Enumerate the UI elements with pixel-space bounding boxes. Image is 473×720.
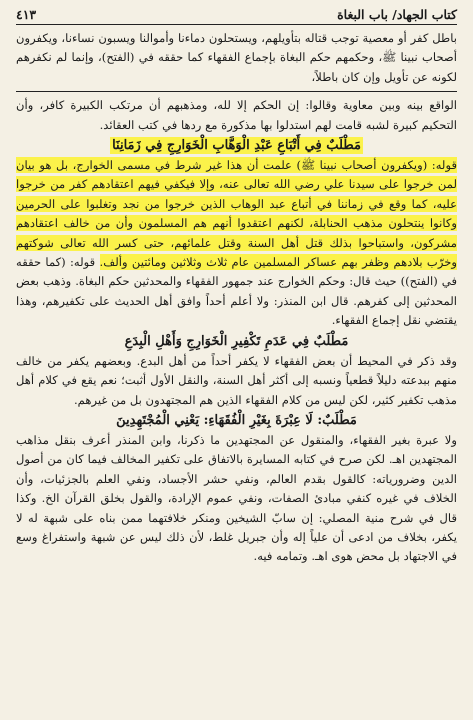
paragraph-kharijites-ruling: باطل كفر أو معصية توجب قتاله بتأويلهم، ويستحلون دماءنا وأموالنا ويسبون نساءنا، ويكفرون أصحاب نبينا ﷺ، وحكمهم حكم البغاة بإجماع الفقهاء كما حققه في (الفتح)، وإنما لم نكفرهم لكونه عن تأويل وإن كان باطلاً، [16, 31, 457, 84]
paragraph-tahkim: الواقع بينه وبين معاوية وقالوا: إن الحكم إلا لله، ومذهبهم أن مرتكب الكبيرة كافر، وأن التحكيم كبيرة لشبه قامت لهم استدلوا بها مذكورة مع ردها في كتب العقائد. [16, 98, 457, 132]
page-number: ٤١٣ [16, 6, 37, 22]
section-heading-non-fuqaha: مَطْلَبٌ: لَا عِبْرَةَ بِغَيْرِ الْفُقَهَاءِ: يَعْنِي الْمُجْتَهِدِينَ [116, 412, 357, 428]
running-title: كتاب الجهاد/ باب البغاة [337, 6, 457, 22]
paragraph-musayara: ولا عبرة بغير الفقهاء، والمنقول عن المجتهدين ما ذكرنا، وابن المنذر أعرف بنقل مذاهب المجتهدين اهـ. لكن صرح في كتابه المسايرة بالاتفاق على تكفير المخالف فيما كان من أصول الدين وضرورياته: كالقول بقدم العالم، ونفي حشر الأجساد، ونفي العلم بالجزئيات، وأن الخلاف في غيره كنفي مبادئ الصفات، ونفي عموم الإرادة، والقول بخلق القرآن الخ. وكذا قال في شرح منية المصلي: إن سابّ الشيخين ومنكر خلافتهما ممن بناه على شبهة له لا يكفر، بخلاف من ادعى أن علياً إله وأن جبريل غلط، لأن ذلك ليس عن شبهة واستفراغ وسع في الاجتهاد بل محض هوى اهـ. وتمامه فيه. [16, 432, 457, 564]
page-header [16, 4, 457, 25]
section-heading-no-takfir: مَطْلَبٌ فِي عَدَمِ تَكْفِيرِ الْخَوَارِجِ وَأَهْلِ الْبِدَعِ [124, 333, 349, 349]
paragraph-fath-quote: قوله: (كما حققه في (الفتح)) حيث قال: وحكم الخوارج عند جمهور الفقهاء والمحدثين حكم البغاة. وذهب بعض المحدثين إلى كفرهم. قال ابن المنذر: ولا أعلم أحداً وافق أهل الحديث على تكفيرهم، وهذا يقتضي نقل إجماع الفقهاء. [16, 255, 457, 328]
section-heading-wahhab-followers: مَطْلَبٌ فِي أَتْبَاعِ عَبْدِ الْوَهَّابِ الْخَوَارِجِ فِي زَمَانِنَا [112, 138, 361, 154]
highlighted-text: قوله: (ويكفرون أصحاب نبينا ﷺ) علمت أن هذا غير شرط في مسمى الخوارج، بل هو بيان لمن خرجوا على سيدنا علي رضي الله تعالى عنه، وإلا فيكفي فيهم اعتقادهم كفر من خرجوا عليه، كما وقع في زماننا في أتباع عبد الوهاب الذين خرجوا من نجد وتغلبوا على الحرمين وكانوا ينتحلون مذهب الحنابلة، لكنهم اعتقدوا أنهم هم المسلمون وأن من خالف اعتقادهم مشركون، واستباحوا بذلك قتل أهل السنة وقتل علمائهم، حتى كسر الله تعالى شوكتهم وخرّب بلادهم وظفر بهم عساكر المسلمين عام ثلاث وثلاثين ومائتين وألف. [16, 158, 457, 270]
paragraph-highlighted-commentary [16, 156, 457, 331]
paragraph-muhit: وقد ذكر في المحيط أن بعض الفقهاء لا يكفر أحداً من أهل البدع. وبعضهم يكفر من خالف منهم ببدعته دليلاً قطعياً ونسبه إلى أكثر أهل السنة، والنقل الأول أثبت؛ نعم يقع في كلام أهل مذهب تكفير كثير، لكن ليس من كلام الفقهاء الذين هم المجتهدون بل من غيرهم. [16, 353, 457, 407]
footnote-divider [16, 91, 457, 92]
